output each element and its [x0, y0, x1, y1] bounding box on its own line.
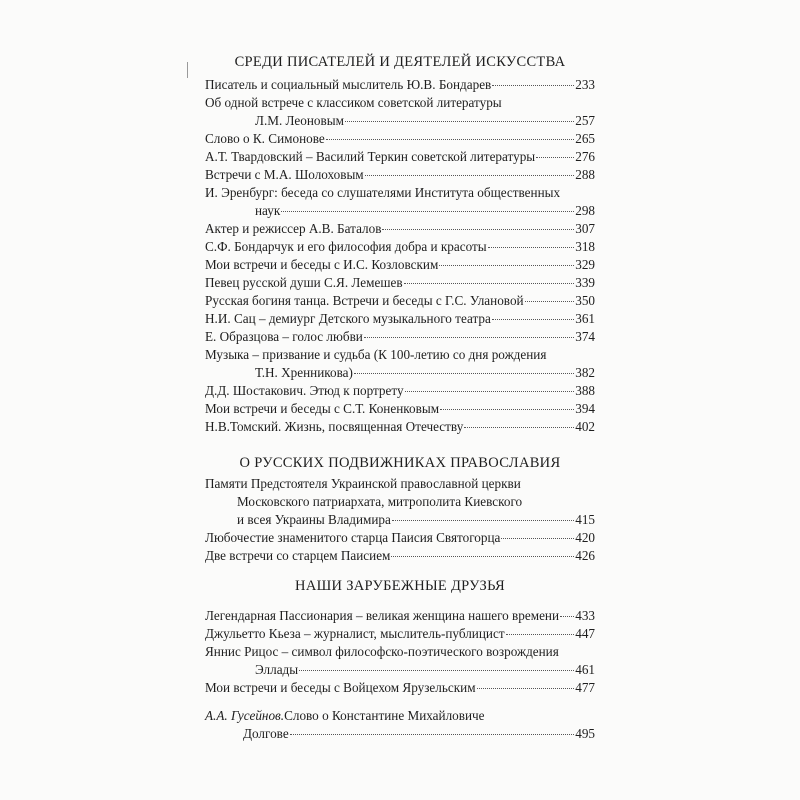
toc-entry — [205, 548, 595, 566]
entry-title: Об одной встрече с классиком советской литературы — [205, 95, 502, 110]
dot-leader — [354, 363, 574, 374]
entry-page: 477 — [575, 680, 595, 695]
entry-page: 298 — [575, 203, 595, 218]
dot-leader — [364, 327, 574, 338]
entry-page: 420 — [575, 530, 595, 545]
toc-entry — [205, 476, 595, 530]
entry-title-cont: Московского патриархата, митрополита Киевского — [237, 494, 523, 509]
entry-page: 447 — [575, 626, 595, 641]
entry-title: Н.В.Томский. Жизнь, посвященная Отечеству — [205, 419, 464, 434]
entry-title: Встречи с М.А. Шолоховым — [205, 167, 364, 182]
entry-title: Музыка – призвание и судьба (К 100-летию со дня рождения — [205, 347, 547, 362]
entry-page: 415 — [575, 512, 595, 527]
afterword-title-cont: Долгове — [243, 726, 289, 741]
entry-title: А.Т. Твардовский – Василий Теркин советской литературы — [205, 149, 536, 164]
entry-title-cont: и всея Украины Владимира — [237, 512, 391, 527]
entry-page: 257 — [575, 113, 595, 128]
dot-leader — [404, 273, 575, 284]
toc-entry — [205, 347, 595, 383]
dot-leader — [405, 381, 575, 392]
entry-title-cont: наук — [255, 203, 281, 218]
entry-title: Мои встречи и беседы с Войцехом Ярузельским — [205, 680, 476, 695]
entry-title: С.Ф. Бондарчук и его философия добра и красоты — [205, 239, 487, 254]
entry-title: Певец русской души С.Я. Лемешев — [205, 275, 403, 290]
afterword-title: Слово о Константине Михайловиче — [284, 708, 485, 723]
toc-list-foreign-friends — [205, 608, 595, 698]
toc-entry — [205, 77, 595, 95]
dot-leader — [440, 399, 574, 410]
entry-page: 233 — [575, 77, 595, 92]
entry-title: Писатель и социальный мыслитель Ю.В. Бондарев — [205, 77, 492, 92]
entry-title-cont: Эллады — [255, 662, 299, 677]
dot-leader — [492, 75, 574, 86]
entry-title: Е. Образцова – голос любви — [205, 329, 363, 344]
entry-title: И. Эренбург: беседа со слушателями Института общественных — [205, 185, 561, 200]
entry-title: Н.И. Сац – демиург Детского музыкального театра — [205, 311, 491, 326]
entry-title: Яннис Рицос – символ философско-поэтического возрождения — [205, 644, 559, 659]
entry-page: 307 — [575, 221, 595, 236]
entry-page: 329 — [575, 257, 595, 272]
entry-page: 433 — [575, 608, 595, 623]
toc-entry — [205, 95, 595, 131]
dot-leader — [392, 510, 574, 521]
toc-entry — [205, 419, 595, 437]
toc-entry — [205, 626, 595, 644]
toc-list-orthodoxy — [205, 476, 595, 566]
entry-page: 394 — [575, 401, 595, 416]
dot-leader — [492, 309, 574, 320]
entry-title: Мои встречи и беседы с И.С. Козловским — [205, 257, 439, 272]
entry-title: Русская богиня танца. Встречи и беседы с Г.С. Улановой — [205, 293, 524, 308]
dot-leader — [506, 624, 575, 635]
entry-title-cont: Л.М. Леоновым — [255, 113, 344, 128]
afterword-page: 495 — [575, 726, 595, 741]
entry-page: 265 — [575, 131, 595, 146]
entry-page: 426 — [575, 548, 595, 563]
toc-entry — [205, 329, 595, 347]
entry-title: Д.Д. Шостакович. Этюд к портрету — [205, 383, 404, 398]
dot-leader — [345, 111, 574, 122]
dot-leader — [488, 237, 575, 248]
dot-leader — [501, 528, 574, 539]
entry-page: 276 — [575, 149, 595, 164]
section-heading-foreign-friends: НАШИ ЗАРУБЕЖНЫЕ ДРУЗЬЯ — [295, 578, 505, 594]
dot-leader — [391, 546, 574, 557]
toc-entry — [205, 185, 595, 221]
entry-page: 374 — [575, 329, 595, 344]
toc-entry-afterword — [205, 708, 595, 744]
entry-title: Мои встречи и беседы с С.Т. Коненковым — [205, 401, 440, 416]
section-heading-orthodoxy: О РУССКИХ ПОДВИЖНИКАХ ПРАВОСЛАВИЯ — [239, 455, 561, 471]
entry-title: Актер и режиссер А.В. Баталов — [205, 221, 382, 236]
entry-title: Легендарная Пассионария – великая женщина нашего времени — [205, 608, 560, 623]
dot-leader — [477, 678, 575, 689]
entry-title: Две встречи со старцем Паисием — [205, 548, 391, 563]
section-heading-writers: СРЕДИ ПИСАТЕЛЕЙ И ДЕЯТЕЛЕЙ ИСКУССТВА — [234, 54, 566, 70]
toc-entry — [205, 680, 595, 698]
toc-entry — [205, 644, 595, 680]
entry-title: Джульетто Кьеза – журналист, мыслитель-публицист — [205, 626, 505, 641]
entry-page: 318 — [575, 239, 595, 254]
afterword-entry-block — [205, 708, 595, 744]
entry-page: 288 — [575, 167, 595, 182]
toc-entry — [205, 167, 595, 185]
dot-leader — [560, 606, 574, 617]
toc-list-writers — [205, 77, 595, 437]
dot-leader — [290, 724, 575, 735]
dot-leader — [281, 201, 574, 212]
dot-leader — [326, 129, 574, 140]
entry-title: Слово о К. Симонове — [205, 131, 325, 146]
dot-leader — [536, 147, 574, 158]
entry-page: 402 — [575, 419, 595, 434]
entry-page: 339 — [575, 275, 595, 290]
entry-page: 350 — [575, 293, 595, 308]
dot-leader — [525, 291, 575, 302]
dot-leader — [365, 165, 575, 176]
afterword-author: А.А. Гусейнов. — [205, 708, 285, 723]
dot-leader — [299, 660, 574, 671]
entry-title: Памяти Предстоятеля Украинской православной церкви — [205, 476, 521, 491]
dot-leader — [382, 219, 574, 230]
entry-title: Любочестие знаменитого старца Паисия Святогорца — [205, 530, 501, 545]
entry-page: 382 — [575, 365, 595, 380]
dot-leader — [439, 255, 574, 266]
entry-title-cont: Т.Н. Хренникова) — [255, 365, 353, 380]
entry-page: 361 — [575, 311, 595, 326]
dot-leader — [464, 417, 574, 428]
entry-page: 388 — [575, 383, 595, 398]
entry-page: 461 — [575, 662, 595, 677]
